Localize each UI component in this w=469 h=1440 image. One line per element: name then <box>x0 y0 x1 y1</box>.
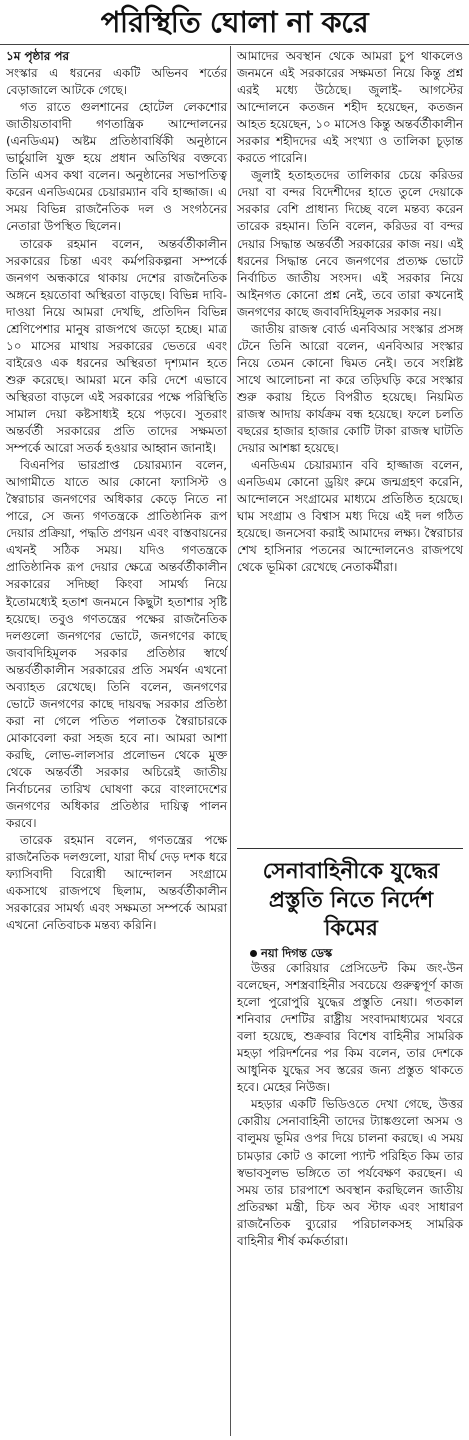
article-paragraph: আমাদের অবস্থান থেকে আমরা চুপ থাকলেও জনমনে এই সরকারের সক্ষমতা নিয়ে কিন্তু প্রশ্ন এরই মধ্যে উঠেছে। জুলাই- আগস্টের আন্দোলনে কতজন শহীদ হয়েছেন, কতজন আহত হয়েছেন, ১০ মাসেও কিন্তু অন্তর্বর্তীকালীন সরকার শহীদদের এই সংখ্যা ও তালিকা চূড়ান্ত করতে পারেনি। <box>237 49 463 166</box>
column-divider <box>230 46 231 1436</box>
right-column <box>237 48 463 576</box>
left-column <box>6 48 227 934</box>
article-paragraph: উত্তর কোরিয়ার প্রেসিডেন্ট কিম জং-উন বলেছেন, সশস্ত্রবাহিনীর সবচেয়ে গুরুত্বপূর্ণ কাজ হলো পুরোপুরি যুদ্ধের প্রস্তুতি নেয়া। গতকাল শনিবার দেশটির রাষ্ট্রীয় সংবাদমাধ্যমের খবরে বলা হয়েছে, শুক্রবার বিশেষ বাহিনীর সামরিক মহড়া পরিদর্শনের পর কিম বলেন, তার দেশকে আধুনিক যুদ্ধের সব স্তরের জন্য প্রস্তুত থাকতে হবে। মেহের নিউজ। <box>237 961 463 1095</box>
bullet-icon <box>250 950 257 957</box>
story-separator <box>237 848 463 849</box>
article-paragraph: গত রাতে গুলশানের হোটেল লেকশোর জাতীয়তাবাদী গণতান্ত্রিক আন্দোলনের (এনডিএম) অষ্টম প্রতিষ্ঠাবার্ষিকী অনুষ্ঠানে ভার্চুয়ালি যুক্ত হয়ে প্রধান অতিথির বক্তব্যে তিনি এসব কথা বলেন। অনুষ্ঠানের সভাপতিত্ব করেন এনডিএমের চেয়ারম্যান ববি হাজ্জাজ। এ সময় বিভিন্ন রাজনৈতিক দল ও সংগঠনের নেতারা উপস্থিত ছিলেন। <box>6 100 227 234</box>
article-paragraph: তারেক রহমান বলেন, অন্তর্বর্তীকালীন সরকারের চিন্তা এবং কর্মপরিকল্পনা সম্পর্কে জনগণ অন্ধকারে থাকায় দেশের রাজনৈতিক অঙ্গনে হয়তোবা অস্থিরতা বাড়ছে। বিভিন্ন দাবি-দাওয়া নিয়ে আমরা দেখছি, প্রতিদিন বিভিন্ন শ্রেণিপেশার মানুষ রাজপথে জড়ো হচ্ছে। মাত্র ১০ মাসের মাথায় সরকারের ভেতরে এবং বাইরেও এক ধরনের অস্থিরতা দৃশ্যমান হতে শুরু করেছে। আমরা মনে করি দেশে এভাবে অস্থিরতা বাড়লে এই সরকারের পক্ষে পরিস্থিতি সামাল দেয়া কষ্টসাধ্যই হয়ে পড়বে। সুতরাং অন্তর্বর্তী সরকারের প্রতি তাদের সক্ষমতা সম্পর্কে আরো সতর্ক হওয়ার আহ্বান জানাই। <box>6 236 227 456</box>
article-paragraph: জুলাই হতাহতদের তালিকার চেয়ে করিডর দেয়া বা বন্দর বিদেশীদের হাতে তুলে দেয়াকে সরকার বেশি প্রাধান্য দিচ্ছে বলে মন্তব্য করেন তারেক রহমান। তিনি বলেন, করিডর বা বন্দর দেয়ার সিদ্ধান্ত অন্তর্বর্তী সরকারের কাজ নয়। এই ধরনের সিদ্ধান্ত নেবে জনগণের প্রত্যক্ষ ভোটে নির্বাচিত জাতীয় সংসদ। এই সরকার নিয়ে আইনগত কোনো প্রশ্ন নেই, তবে তারা কখনোই জনগণের কাছে জবাবদিহিমূলক সরকার নয়। <box>237 168 463 319</box>
article-paragraph: জাতীয় রাজস্ব বোর্ড এনবিআর সংস্কার প্রসঙ্গ টেনে তিনি আরো বলেন, এনবিআর সংস্কার নিয়ে তেমন কোনো দ্বিমত নেই। তবে সংশ্লিষ্ট সাথে আলোচনা না করে তড়িঘড়ি করে সংস্কার শুরু করায় হিতে বিপরীত হয়েছে। নিয়মিত রাজস্ব আদায় কার্যক্রম বন্ধ হয়েছে। ফলে চলতি বছরের হাজার হাজার কোটি টাকা রাজস্ব ঘাটতি দেয়ার আশঙ্কা হয়েছে। <box>237 321 463 456</box>
second-story-headline: সেনাবাহিনীকে যুদ্ধের প্রস্তুতি নিতে নির্দেশ কিমের <box>262 859 440 941</box>
page-continuation-line <box>6 48 227 65</box>
page-continuation-label: ১ম পৃষ্ঠার পর <box>6 49 70 63</box>
headline-rule <box>0 44 469 45</box>
page-headline: পরিস্থিতি ঘোলা না করে <box>100 5 369 39</box>
article-paragraph: মহড়ার একটি ভিডিওতে দেখা গেছে, উত্তর কোরীয় সেনাবাহিনী তাদের ট্যাঙ্কগুলো অসম ও বালুময় ভূমির ওপর দিয়ে চালনা করছে। এ সময় চামড়ার কোট ও কালো প্যান্ট পরিহিত কিম তার স্বভাবসুলভ ভঙ্গিতে তা পর্যবেক্ষণ করছেন। এ সময় তার চারপাশে অবস্থান করছিলেন জাতীয় প্রতিরক্ষা মন্ত্রী, চিফ অব স্টাফ এবং সাধারণ রাজনৈতিক ব্যুরোর পরিচালকসহ সামরিক বাহিনীর শীর্ষ কর্মকর্তারা। <box>237 1097 463 1248</box>
article-paragraph: সংস্কার এ ধরনের একটি অভিনব শর্তের বেড়াজালে আটকে গেছে। <box>6 66 227 98</box>
second-story-body <box>237 960 463 1250</box>
desk-label: নয়া দিগন্ত ডেস্ক <box>261 946 333 960</box>
article-paragraph: তারেক রহমান বলেন, গণতন্ত্রের পক্ষে রাজনৈতিক দলগুলো, যারা দীর্ঘ দেড় দশক ধরে ফ্যাসিবাদী বিরোধী আন্দোলন সংগ্রামে একসাথে রাজপথে ছিলাম, অন্তর্বর্তীকালীন সরকারের সামর্থ্য এবং সক্ষমতা সম্পর্কে আমরা এখনো নেতিবাচক মন্তব্য করিনি। <box>6 833 227 933</box>
article-paragraph: এনডিএম চেয়ারম্যান ববি হাজ্জাজ বলেন, এনডিএম কোনো ড্রয়িং রুমে জন্মগ্রহণ করেনি, আন্দোলনে সংগ্রামের মাধ্যমে প্রতিষ্ঠিত হয়েছে। ঘাম সংগ্রাম ও বিশ্বাস মধ্য দিয়ে এই দল গঠিত হয়েছে। জনসেবা করাই আমাদের লক্ষ্য। স্বৈরাচার শেখ হাসিনার পতনের আন্দোলনেও রাজপথে থেকে ভূমিকা রেখেছে নেতাকর্মীরা। <box>237 458 463 575</box>
article-paragraph: বিএনপির ভারপ্রাপ্ত চেয়ারম্যান বলেন, আগামীতে যাতে আর কোনো ফ্যাসিস্ট ও স্বৈরাচার জনগণের অধিকার কেড়ে নিতে না পারে, সে জন্য গণতন্ত্রকে প্রাতিষ্ঠানিক রূপ দেয়ার প্রক্রিয়া, পদ্ধতি প্রণয়ন এবং বাস্তবায়নের এখনই সঠিক সময়। যদিও গণতন্ত্রকে প্রাতিষ্ঠানিক রূপ দেয়ার ক্ষেত্রে অন্তর্বর্তীকালীন সরকারের সদিচ্ছা কিংবা সামর্থ্য নিয়ে ইতোমধ্যেই হতাশ জনমনে কিছুটা হতাশার সৃষ্টি হয়েছে। তবুও গণতন্ত্রের পক্ষের রাজনৈতিক দলগুলো জনগণের ভোটে, জনগণের কাছে জবাবদিহিমূলক সরকার প্রতিষ্ঠার স্বার্থে অন্তর্বর্তীকালীন সরকারের প্রতি সমর্থন এখনো অব্যাহত রেখেছে। তিনি বলেন, জনগণের ভোটে জনগণের কাছে দায়বদ্ধ সরকার প্রতিষ্ঠা করা না গেলে পতিত পলাতক স্বৈরাচারকে মোকাবেলা করা সহজ হবে না। আমরা আশা করছি, লোভ-লালসার প্রলোভন থেকে মুক্ত থেকে অন্তর্বর্তী সরকার অচিরেই জাতীয় নির্বাচনের তারিখ ঘোষণা করে বাংলাদেশের জনগণের অধিকার প্রতিষ্ঠার দায়িত্ব পালন করবে। <box>6 458 227 831</box>
